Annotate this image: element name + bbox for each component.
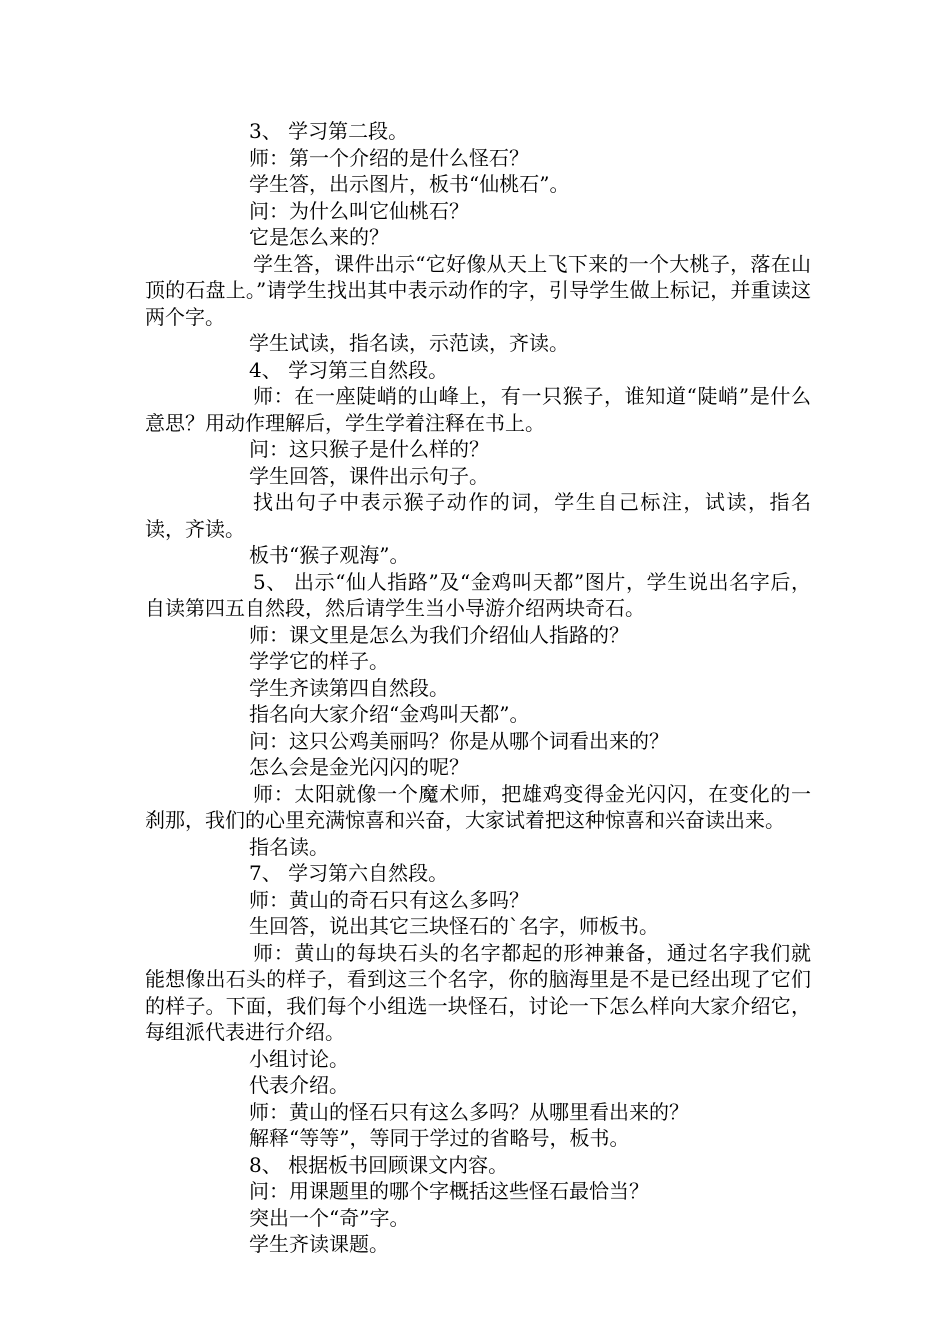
paragraph: 找出句子中表示猴子动作的词，学生自己标注，试读，指名读，齐读。: [145, 490, 811, 541]
paragraph: 学生齐读课题。: [249, 1232, 389, 1256]
paragraph: 问：这只公鸡美丽吗？你是从哪个词看出来的？: [249, 728, 669, 753]
paragraph: 师：黄山的奇石只有这么多吗？: [249, 887, 529, 912]
paragraph: 8、 根据板书回顾课文内容。: [249, 1152, 509, 1177]
paragraph: 板书“猴子观海”。: [249, 543, 410, 567]
paragraph: 它是怎么来的？: [249, 225, 389, 249]
paragraph: 7、 学习第六自然段。: [249, 861, 449, 885]
document-body: [145, 118, 811, 1258]
paragraph: 师：第一个介绍的是什么怪石？: [249, 145, 529, 170]
paragraph: 学生试读，指名读，示范读，齐读。: [249, 331, 569, 355]
paragraph: 师：课文里是怎么为我们介绍仙人指路的？: [249, 622, 629, 647]
paragraph: 生回答，说出其它三块怪石的`名字，师板书。: [249, 914, 659, 938]
paragraph: 师：黄山的每块石头的名字都起的形神兼备，通过名字我们就能想像出石头的样子，看到这三个名字，你的脑海里是不是已经出现了它们的样子。下面，我们每个小组选一块怪石，讨论一下怎么样向大家介绍它，每组派代表进行介绍。: [145, 940, 811, 1044]
paragraph: 指名向大家介绍“金鸡叫天都”。: [249, 702, 530, 726]
paragraph: 学生齐读第四自然段。: [249, 675, 449, 700]
paragraph: 师：在一座陡峭的山峰上，有一只猴子，谁知道“陡峭”是什么意思？用动作理解后，学生学着注释在书上。: [145, 384, 811, 435]
paragraph: 学生答，出示图片，板书“仙桃石”。: [249, 172, 570, 196]
paragraph: 5、 出示“仙人指路”及“金鸡叫天都”图片，学生说出名字后，自读第四五自然段，然后请学生当小导游介绍两块奇石。: [145, 569, 811, 620]
paragraph: 小组讨论。: [249, 1046, 349, 1071]
paragraph: 4、 学习第三自然段。: [249, 357, 449, 382]
paragraph: 指名读。: [249, 834, 329, 859]
paragraph: 学学它的样子。: [249, 649, 389, 673]
paragraph: 问：用课题里的哪个字概括这些怪石最恰当？: [249, 1179, 649, 1203]
paragraph: 师：黄山的怪石只有这么多吗？从哪里看出来的？: [249, 1099, 689, 1124]
paragraph: 3、 学习第二段。: [249, 119, 409, 143]
paragraph: 怎么会是金光闪闪的呢？: [249, 755, 469, 779]
paragraph: 学生答，课件出示“它好像从天上飞下来的一个大桃子，落在山顶的石盘上。”请学生找出其中表示动作的字，引导学生做上标记，并重读这两个字。: [145, 251, 811, 329]
paragraph: 突出一个“奇”字。: [249, 1205, 410, 1230]
paragraph: 问：这只猴子是什么样的？: [249, 437, 489, 461]
paragraph: 解释“等等”，等同于学过的省略号，板书。: [249, 1126, 630, 1150]
paragraph: 代表介绍。: [249, 1073, 349, 1097]
paragraph: 问：为什么叫它仙桃石？: [249, 198, 469, 223]
paragraph: 学生回答，课件出示句子。: [249, 463, 489, 488]
paragraph: 师：太阳就像一个魔术师，把雄鸡变得金光闪闪，在变化的一刹那，我们的心里充满惊喜和兴奋，大家试着把这种惊喜和兴奋读出来。: [145, 781, 811, 832]
